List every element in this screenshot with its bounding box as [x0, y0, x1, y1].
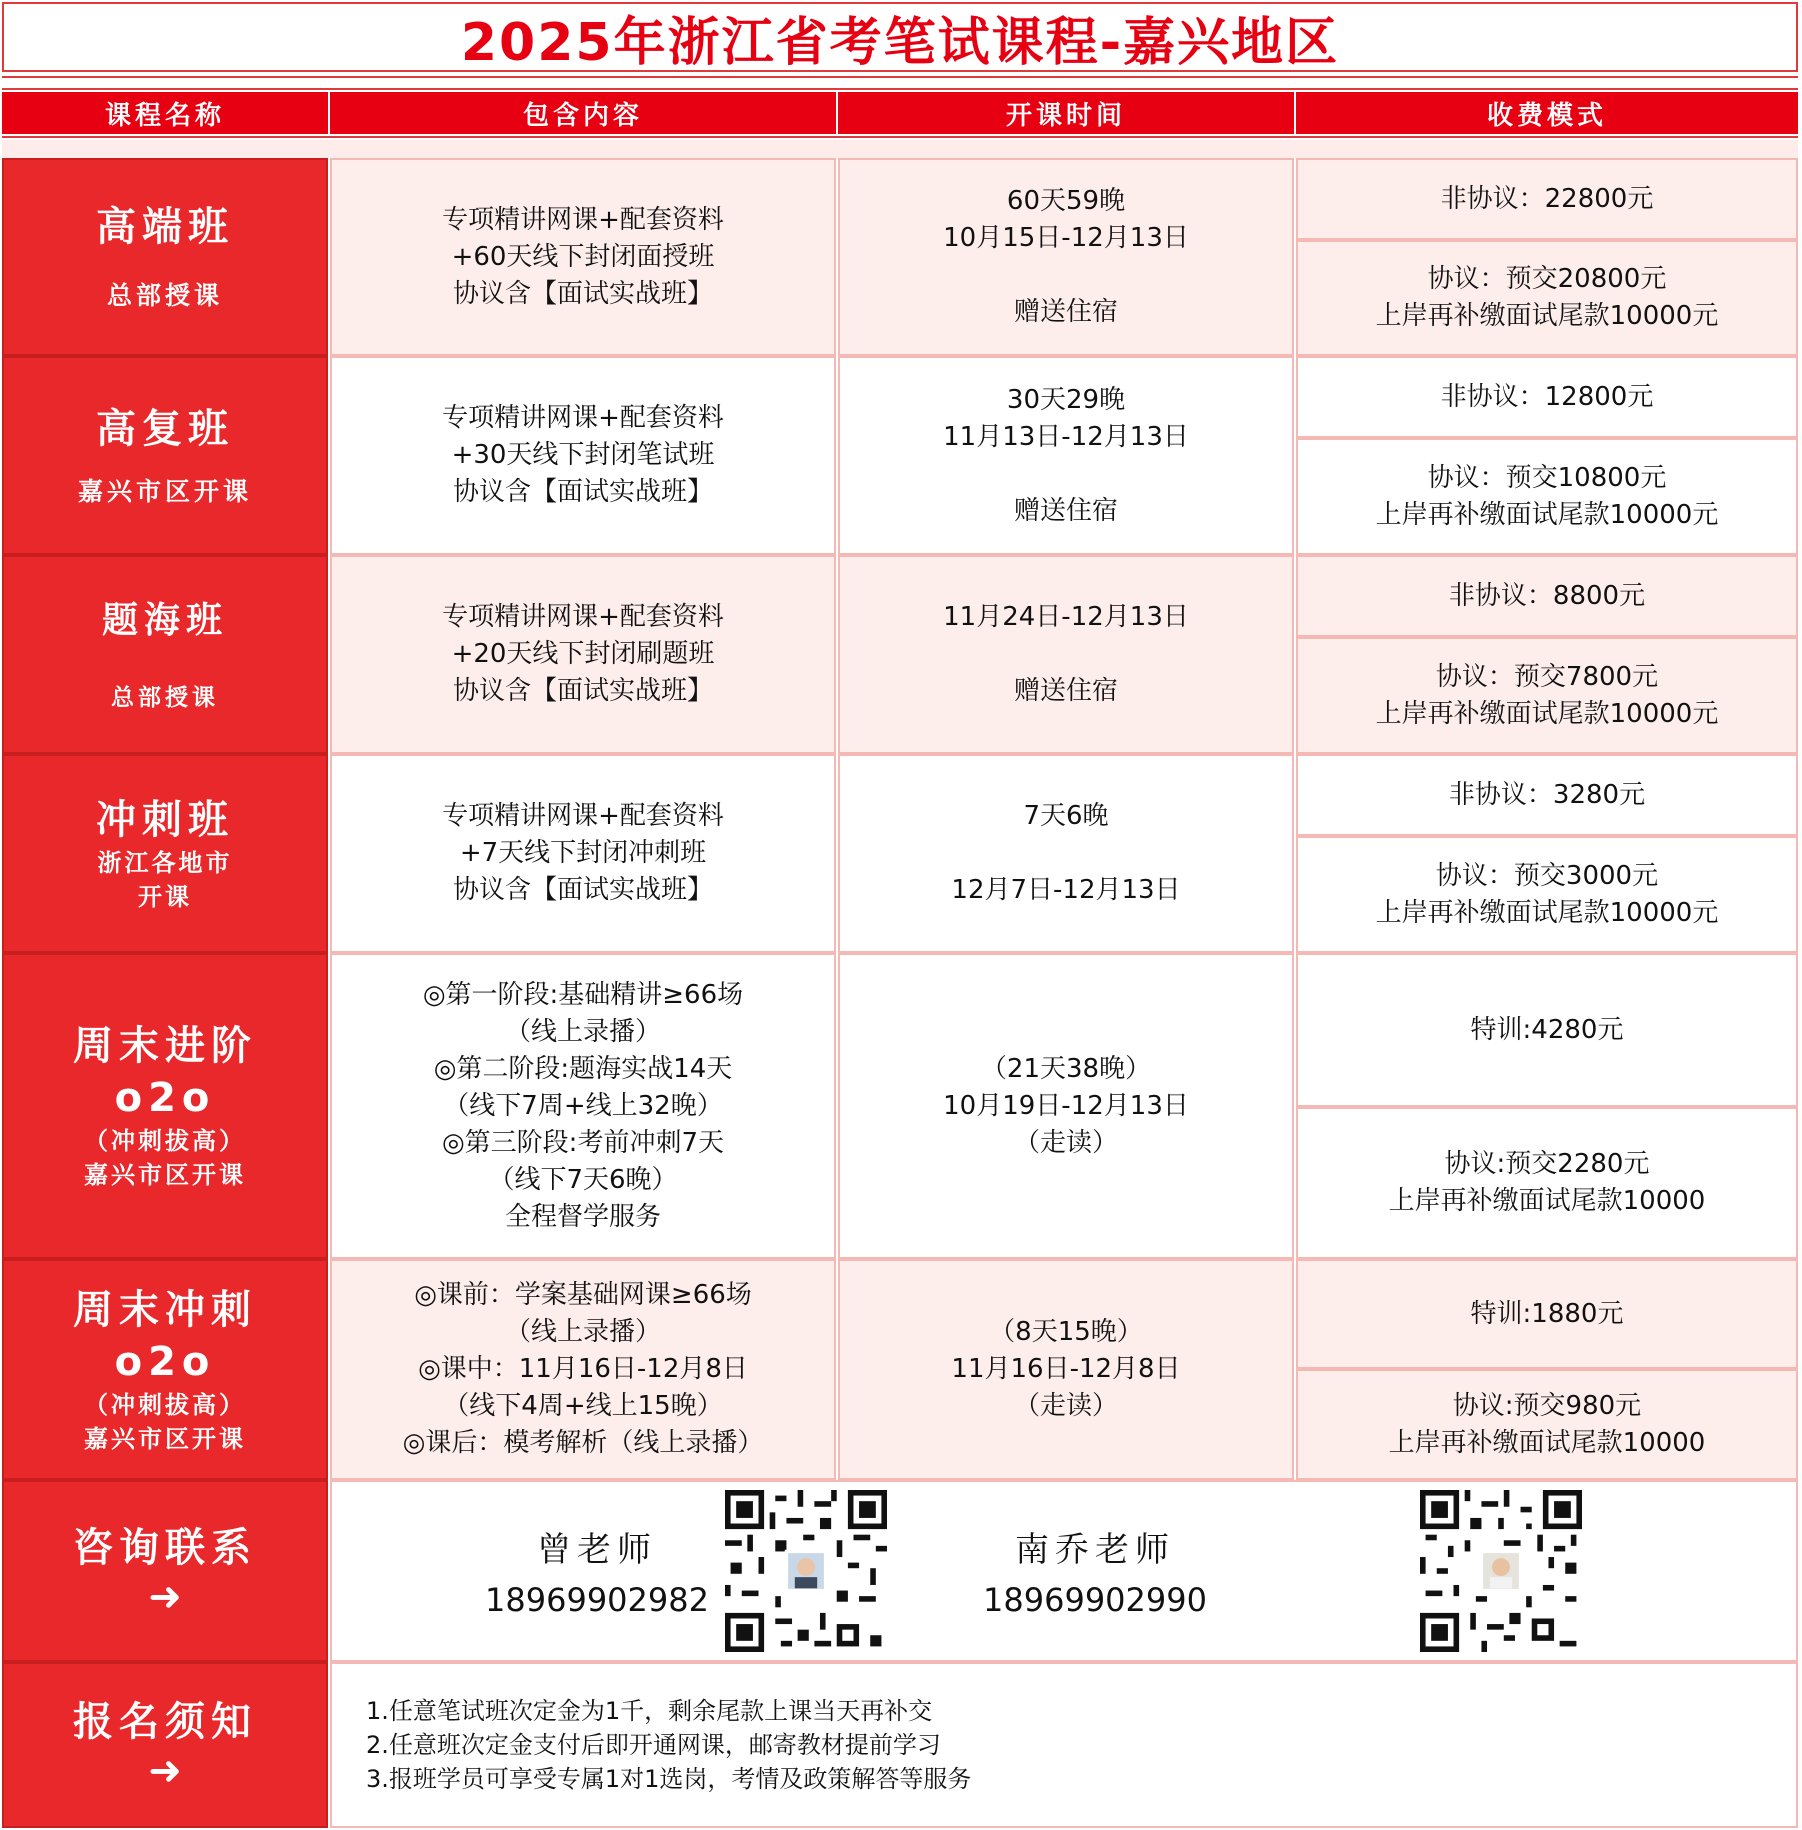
content-line: （线上录播） [504, 1317, 661, 1347]
time-line: （8天15晚） [989, 1317, 1143, 1347]
qr-code-icon[interactable] [1420, 1490, 1582, 1652]
time-line: （21天38晚） [980, 1053, 1152, 1084]
course-sub: 嘉兴市区开课 [84, 1161, 246, 1189]
fee-non-agreement [1296, 555, 1798, 637]
header-time: 开课时间 [838, 92, 1294, 134]
course-time-cell [838, 953, 1294, 1259]
fee-non-agreement [1296, 356, 1798, 438]
time-line: 7天6晚 [1023, 801, 1109, 831]
qr-code-icon[interactable] [725, 1490, 887, 1652]
course-content-cell [330, 953, 836, 1259]
course-name-cell [2, 1259, 328, 1480]
content-line: +60天线下封闭面授班 [451, 241, 715, 272]
fee-non-agreement [1296, 754, 1798, 836]
header-fee: 收费模式 [1296, 92, 1798, 134]
fee-line: 非协议：3280元 [1448, 779, 1646, 810]
content-line: 专项精讲网课+配套资料 [442, 403, 724, 433]
header-divider [2, 134, 1798, 138]
time-line: 10月19日-12月13日 [943, 1090, 1189, 1121]
arrow-right-icon: ➜ [148, 1748, 182, 1794]
fee-line: 上岸再补缴面试尾款10000 [1388, 1427, 1706, 1458]
fee-agreement [1296, 836, 1798, 953]
course-name: 题海班 [101, 599, 228, 641]
course-sub: 开课 [138, 882, 192, 911]
content-line: 协议含【面试实战班】 [452, 875, 713, 905]
content-line: 专项精讲网课+配套资料 [442, 801, 724, 831]
course-time-cell [838, 555, 1294, 754]
fee-line: 特训:1880元 [1470, 1298, 1624, 1329]
course-content-cell [330, 158, 836, 356]
course-sub: （冲刺拔高） [84, 1127, 246, 1155]
notice-label-cell [2, 1662, 328, 1828]
teacher-card [432, 1522, 762, 1619]
fee-line: 上岸再补缴面试尾款10000元 [1375, 698, 1719, 729]
content-line: （线上录播） [504, 1016, 661, 1047]
content-line: 专项精讲网课+配套资料 [442, 204, 724, 235]
course-name: 高复班 [96, 405, 234, 452]
time-line: 11月24日-12月13日 [943, 602, 1189, 632]
fee-line: 协议：预交10800元 [1427, 462, 1667, 493]
content-line: 全程督学服务 [504, 1201, 661, 1232]
content-line: ◎第三阶段:考前冲刺7天 [442, 1127, 724, 1158]
content-line: 协议含【面试实战班】 [452, 676, 713, 706]
course-time-cell [838, 754, 1294, 953]
contact-panel [330, 1480, 1798, 1662]
notice-item: 3.报班学员可享受专属1对1选岗，考情及政策解答等服务 [366, 1765, 972, 1793]
teacher-card [930, 1522, 1260, 1619]
course-sub: 总部授课 [111, 684, 219, 711]
time-line: （走读） [1013, 1391, 1118, 1421]
content-line: 协议含【面试实战班】 [452, 477, 713, 507]
time-line: 12月7日-12月13日 [951, 875, 1181, 905]
fee-non-agreement [1296, 158, 1798, 240]
course-name-cell [2, 555, 328, 754]
fee-line: 非协议：12800元 [1440, 381, 1654, 412]
fee-line: 协议:预交980元 [1452, 1390, 1642, 1421]
course-time-cell [838, 158, 1294, 356]
teacher-name: 南乔老师 [1015, 1530, 1175, 1570]
contact-label-cell [2, 1480, 328, 1662]
time-line: 10月15日-12月13日 [943, 223, 1189, 253]
content-line: +30天线下封闭笔试班 [451, 440, 715, 470]
fee-line: 上岸再补缴面试尾款10000元 [1375, 301, 1719, 331]
course-sub: 嘉兴市区开课 [84, 1424, 246, 1453]
header-content: 包含内容 [330, 92, 836, 134]
teacher-phone: 18969902990 [983, 1581, 1207, 1619]
course-name: 高端班 [96, 204, 234, 250]
fee-line: 非协议：22800元 [1440, 183, 1654, 214]
teacher-phone: 18969902982 [485, 1581, 709, 1619]
fee-agreement [1296, 1107, 1798, 1259]
course-sub: （冲刺拔高） [84, 1390, 246, 1419]
time-line: 赠送住宿 [1013, 676, 1118, 706]
content-line: （线下7周+线上32晚） [443, 1090, 723, 1121]
time-line: 11月16日-12月8日 [951, 1354, 1181, 1384]
fee-line: 协议：预交20800元 [1427, 264, 1667, 294]
time-line: （走读） [1013, 1127, 1118, 1158]
notice-label: 报名须知 [73, 1699, 257, 1745]
content-line: ◎课中：11月16日-12月8日 [418, 1354, 748, 1384]
header-course-name: 课程名称 [2, 92, 328, 134]
notice-panel [330, 1662, 1798, 1828]
course-name-cell [2, 356, 328, 555]
content-line: 协议含【面试实战班】 [452, 278, 713, 309]
header-gap [2, 140, 1798, 158]
content-line: ◎课后：模考解析（线上录播） [402, 1428, 764, 1458]
fee-agreement [1296, 438, 1798, 555]
course-time-cell [838, 356, 1294, 555]
fee-non-agreement [1296, 1259, 1798, 1369]
fee-agreement [1296, 1369, 1798, 1480]
content-line: ◎第二阶段:题海实战14天 [433, 1053, 733, 1084]
course-content-cell [330, 555, 836, 754]
course-name-cell [2, 953, 328, 1259]
content-line: +20天线下封闭刷题班 [451, 639, 715, 669]
fee-line: 协议:预交2280元 [1444, 1149, 1650, 1179]
fee-line: 上岸再补缴面试尾款10000元 [1375, 499, 1719, 530]
fee-agreement [1296, 637, 1798, 754]
contact-label: 咨询联系 [73, 1525, 257, 1571]
notice-item: 1.任意笔试班次定金为1千，剩余尾款上课当天再补交 [366, 1697, 933, 1725]
course-name: 周末冲刺 [73, 1286, 257, 1333]
teacher-name: 曾老师 [537, 1530, 657, 1570]
fee-non-agreement [1296, 953, 1798, 1107]
course-name-suffix: o2o [114, 1075, 216, 1121]
fee-line: 上岸再补缴面试尾款10000 [1388, 1186, 1706, 1216]
course-time-cell [838, 1259, 1294, 1480]
course-name-cell [2, 158, 328, 356]
page-title: 2025年浙江省考笔试课程-嘉兴地区 [2, 2, 1798, 72]
content-line: （线下4周+线上15晚） [443, 1391, 723, 1421]
content-line: （线下7天6晚） [488, 1164, 678, 1195]
notice-item: 2.任意班次定金支付后即开通网课，邮寄教材提前学习 [366, 1731, 941, 1759]
time-line: 赠送住宿 [1013, 297, 1118, 327]
course-name: 冲刺班 [96, 796, 234, 843]
content-line: 专项精讲网课+配套资料 [442, 602, 724, 632]
content-line: ◎课前：学案基础网课≥66场 [414, 1280, 752, 1310]
course-content-cell [330, 356, 836, 555]
fee-line: 协议：预交3000元 [1435, 860, 1659, 891]
course-content-cell [330, 754, 836, 953]
course-sub: 总部授课 [106, 281, 223, 310]
course-sub: 浙江各地市 [97, 848, 233, 877]
course-name: 周末进阶 [73, 1023, 257, 1069]
arrow-right-icon: ➜ [148, 1574, 182, 1620]
time-line: 赠送住宿 [1013, 495, 1118, 526]
content-line: +7天线下封闭冲刺班 [459, 838, 707, 868]
fee-line: 上岸再补缴面试尾款10000元 [1375, 897, 1719, 928]
course-name-suffix: o2o [114, 1338, 216, 1385]
fee-agreement [1296, 240, 1798, 356]
time-line: 11月13日-12月13日 [943, 421, 1189, 452]
time-line: 30天29晚 [1006, 384, 1126, 415]
title-divider [2, 76, 1798, 90]
fee-line: 特训:4280元 [1470, 1014, 1624, 1045]
course-name-cell [2, 754, 328, 953]
content-line: ◎第一阶段:基础精讲≥66场 [422, 979, 744, 1010]
fee-line: 协议：预交7800元 [1435, 661, 1659, 692]
course-sub: 嘉兴市区开课 [77, 476, 252, 506]
fee-line: 非协议：8800元 [1448, 580, 1646, 611]
time-line: 60天59晚 [1006, 186, 1126, 216]
course-content-cell [330, 1259, 836, 1480]
